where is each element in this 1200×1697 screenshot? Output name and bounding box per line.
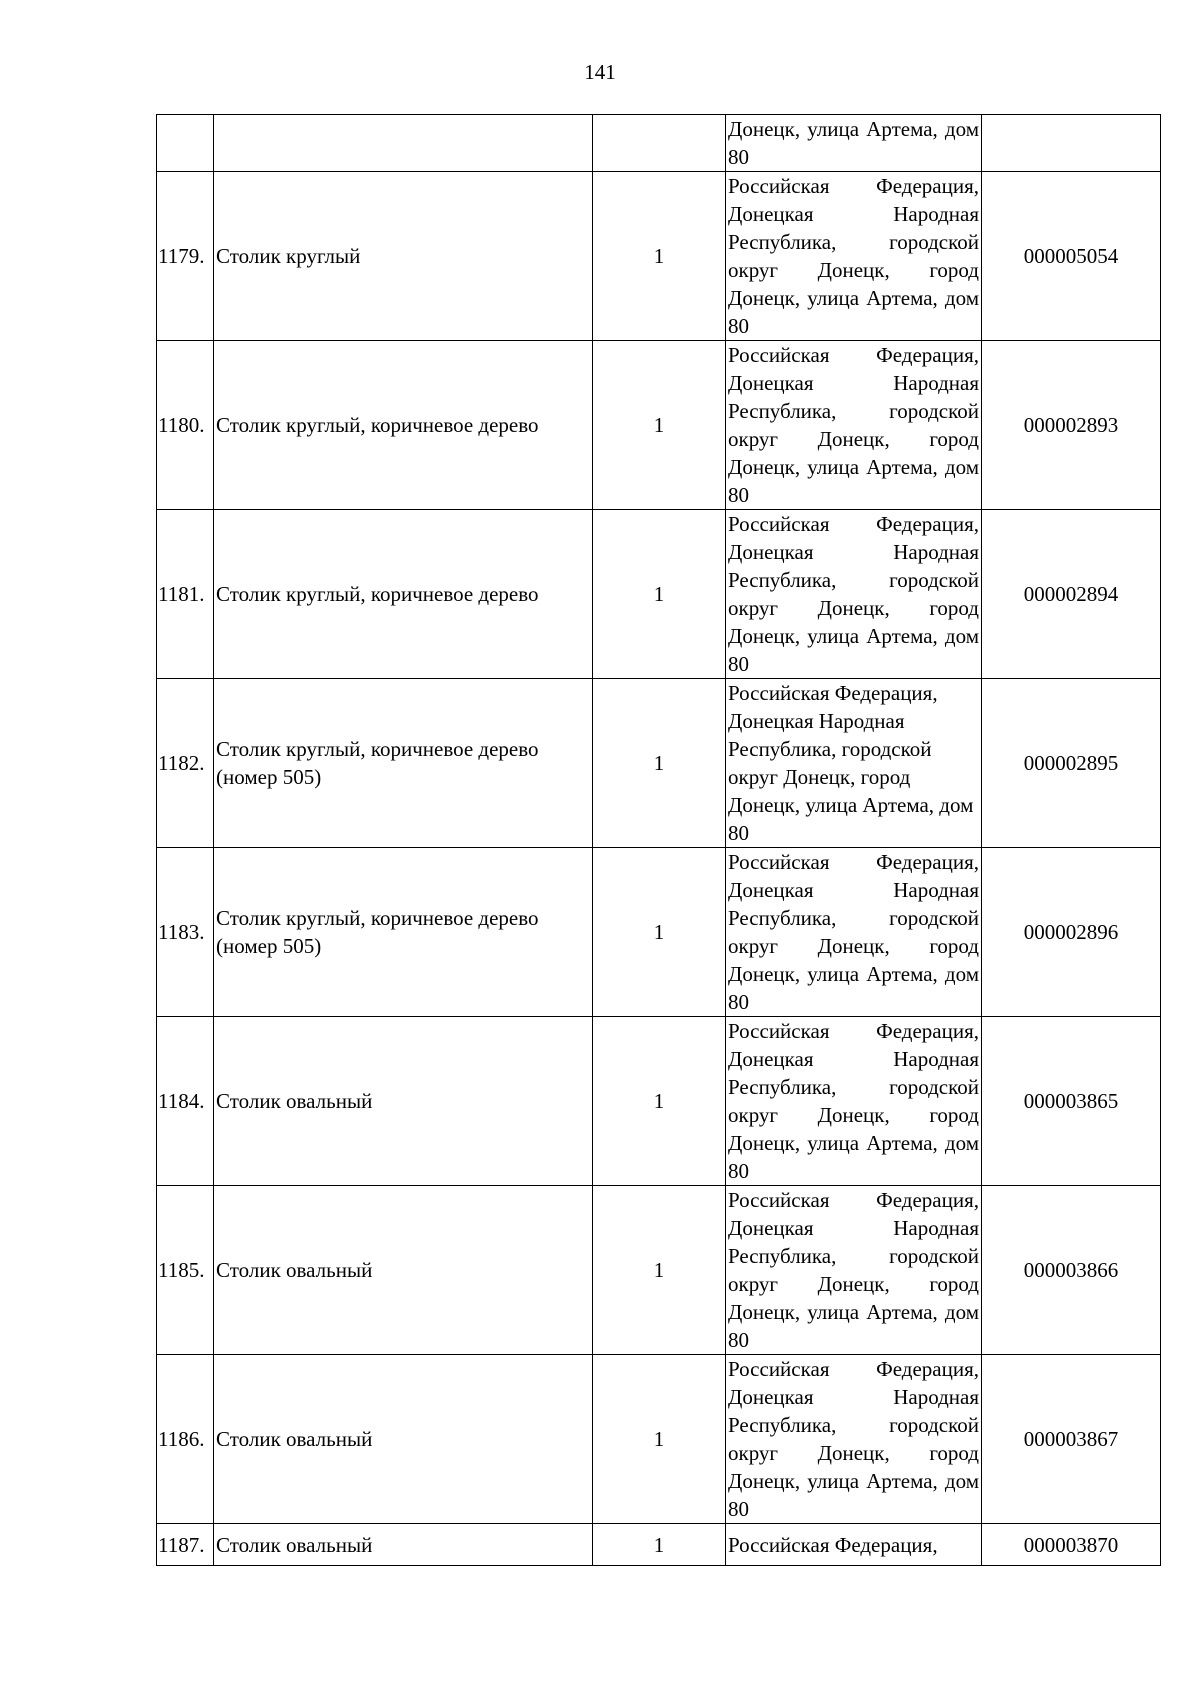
inventory-number-cell: 000005054 xyxy=(982,172,1161,341)
page-number: 141 xyxy=(584,60,616,84)
table-row xyxy=(157,1355,1161,1524)
quantity-cell: 1 xyxy=(593,1355,726,1524)
row-number-cell: 1183. xyxy=(157,848,214,1017)
item-name-cell xyxy=(214,115,593,172)
row-number-cell: 1179. xyxy=(157,172,214,341)
address-cell: Российская Федерация, Донецкая Народная Республика, городской округ Донецк, город Донецк, улица Артема, дом 80 xyxy=(726,1186,982,1355)
address-cell: Российская Федерация, xyxy=(726,1524,982,1566)
quantity-cell: 1 xyxy=(593,1186,726,1355)
quantity-cell: 1 xyxy=(593,1017,726,1186)
row-number-cell: 1182. xyxy=(157,679,214,848)
item-name-cell: Столик круглый, коричневое дерево xyxy=(214,510,593,679)
item-name-cell: Столик овальный xyxy=(214,1524,593,1566)
table-row xyxy=(157,848,1161,1017)
address-cell: Донецк, улица Артема, дом 80 xyxy=(726,115,982,172)
item-name-cell: Столик овальный xyxy=(214,1186,593,1355)
table-row xyxy=(157,679,1161,848)
quantity-cell: 1 xyxy=(593,1524,726,1566)
item-name-cell: Столик круглый, коричневое дерево (номер 505) xyxy=(214,679,593,848)
quantity-cell: 1 xyxy=(593,172,726,341)
row-number-cell: 1180. xyxy=(157,341,214,510)
inventory-number-cell: 000002895 xyxy=(982,679,1161,848)
address-cell: Российская Федерация, Донецкая Народная Республика, городской округ Донецк, город Донецк, улица Артема, дом 80 xyxy=(726,1355,982,1524)
row-number-cell: 1186. xyxy=(157,1355,214,1524)
item-name-cell: Столик круглый, коричневое дерево (номер 505) xyxy=(214,848,593,1017)
inventory-number-cell: 000002896 xyxy=(982,848,1161,1017)
inventory-number-cell: 000003867 xyxy=(982,1355,1161,1524)
quantity-cell: 1 xyxy=(593,679,726,848)
item-name-cell: Столик круглый xyxy=(214,172,593,341)
address-cell: Российская Федерация, Донецкая Народная Республика, городской округ Донецк, город Донецк, улица Артема, дом 80 xyxy=(726,1017,982,1186)
item-name-cell: Столик круглый, коричневое дерево xyxy=(214,341,593,510)
table-row xyxy=(157,1186,1161,1355)
inventory-number-cell: 000003865 xyxy=(982,1017,1161,1186)
table-row-last xyxy=(157,1524,1161,1566)
row-number-cell: 1187. xyxy=(157,1524,214,1566)
address-cell: Российская Федерация, Донецкая Народная Республика, городской округ Донецк, город Донецк, улица Артема, дом 80 xyxy=(726,848,982,1017)
address-cell: Российская Федерация, Донецкая Народная Республика, городской округ Донецк, город Донецк, улица Артема, дом 80 xyxy=(726,679,982,848)
quantity-cell: 1 xyxy=(593,510,726,679)
table-row-continuation xyxy=(157,115,1161,172)
item-name-cell: Столик овальный xyxy=(214,1017,593,1186)
inventory-number-cell xyxy=(982,115,1161,172)
quantity-cell: 1 xyxy=(593,848,726,1017)
inventory-number-cell: 000003866 xyxy=(982,1186,1161,1355)
address-cell: Российская Федерация, Донецкая Народная Республика, городской округ Донецк, город Донецк, улица Артема, дом 80 xyxy=(726,510,982,679)
row-number-cell: 1181. xyxy=(157,510,214,679)
address-cell: Российская Федерация, Донецкая Народная Республика, городской округ Донецк, город Донецк, улица Артема, дом 80 xyxy=(726,341,982,510)
table-row xyxy=(157,341,1161,510)
quantity-cell: 1 xyxy=(593,341,726,510)
row-number-cell xyxy=(157,115,214,172)
row-number-cell: 1184. xyxy=(157,1017,214,1186)
inventory-number-cell: 000002894 xyxy=(982,510,1161,679)
table-row xyxy=(157,1017,1161,1186)
item-name-cell: Столик овальный xyxy=(214,1355,593,1524)
table-row xyxy=(157,510,1161,679)
inventory-number-cell: 000003870 xyxy=(982,1524,1161,1566)
inventory-table xyxy=(156,114,1161,1566)
quantity-cell xyxy=(593,115,726,172)
address-cell: Российская Федерация, Донецкая Народная Республика, городской округ Донецк, город Донецк, улица Артема, дом 80 xyxy=(726,172,982,341)
row-number-cell: 1185. xyxy=(157,1186,214,1355)
table-row xyxy=(157,172,1161,341)
inventory-number-cell: 000002893 xyxy=(982,341,1161,510)
